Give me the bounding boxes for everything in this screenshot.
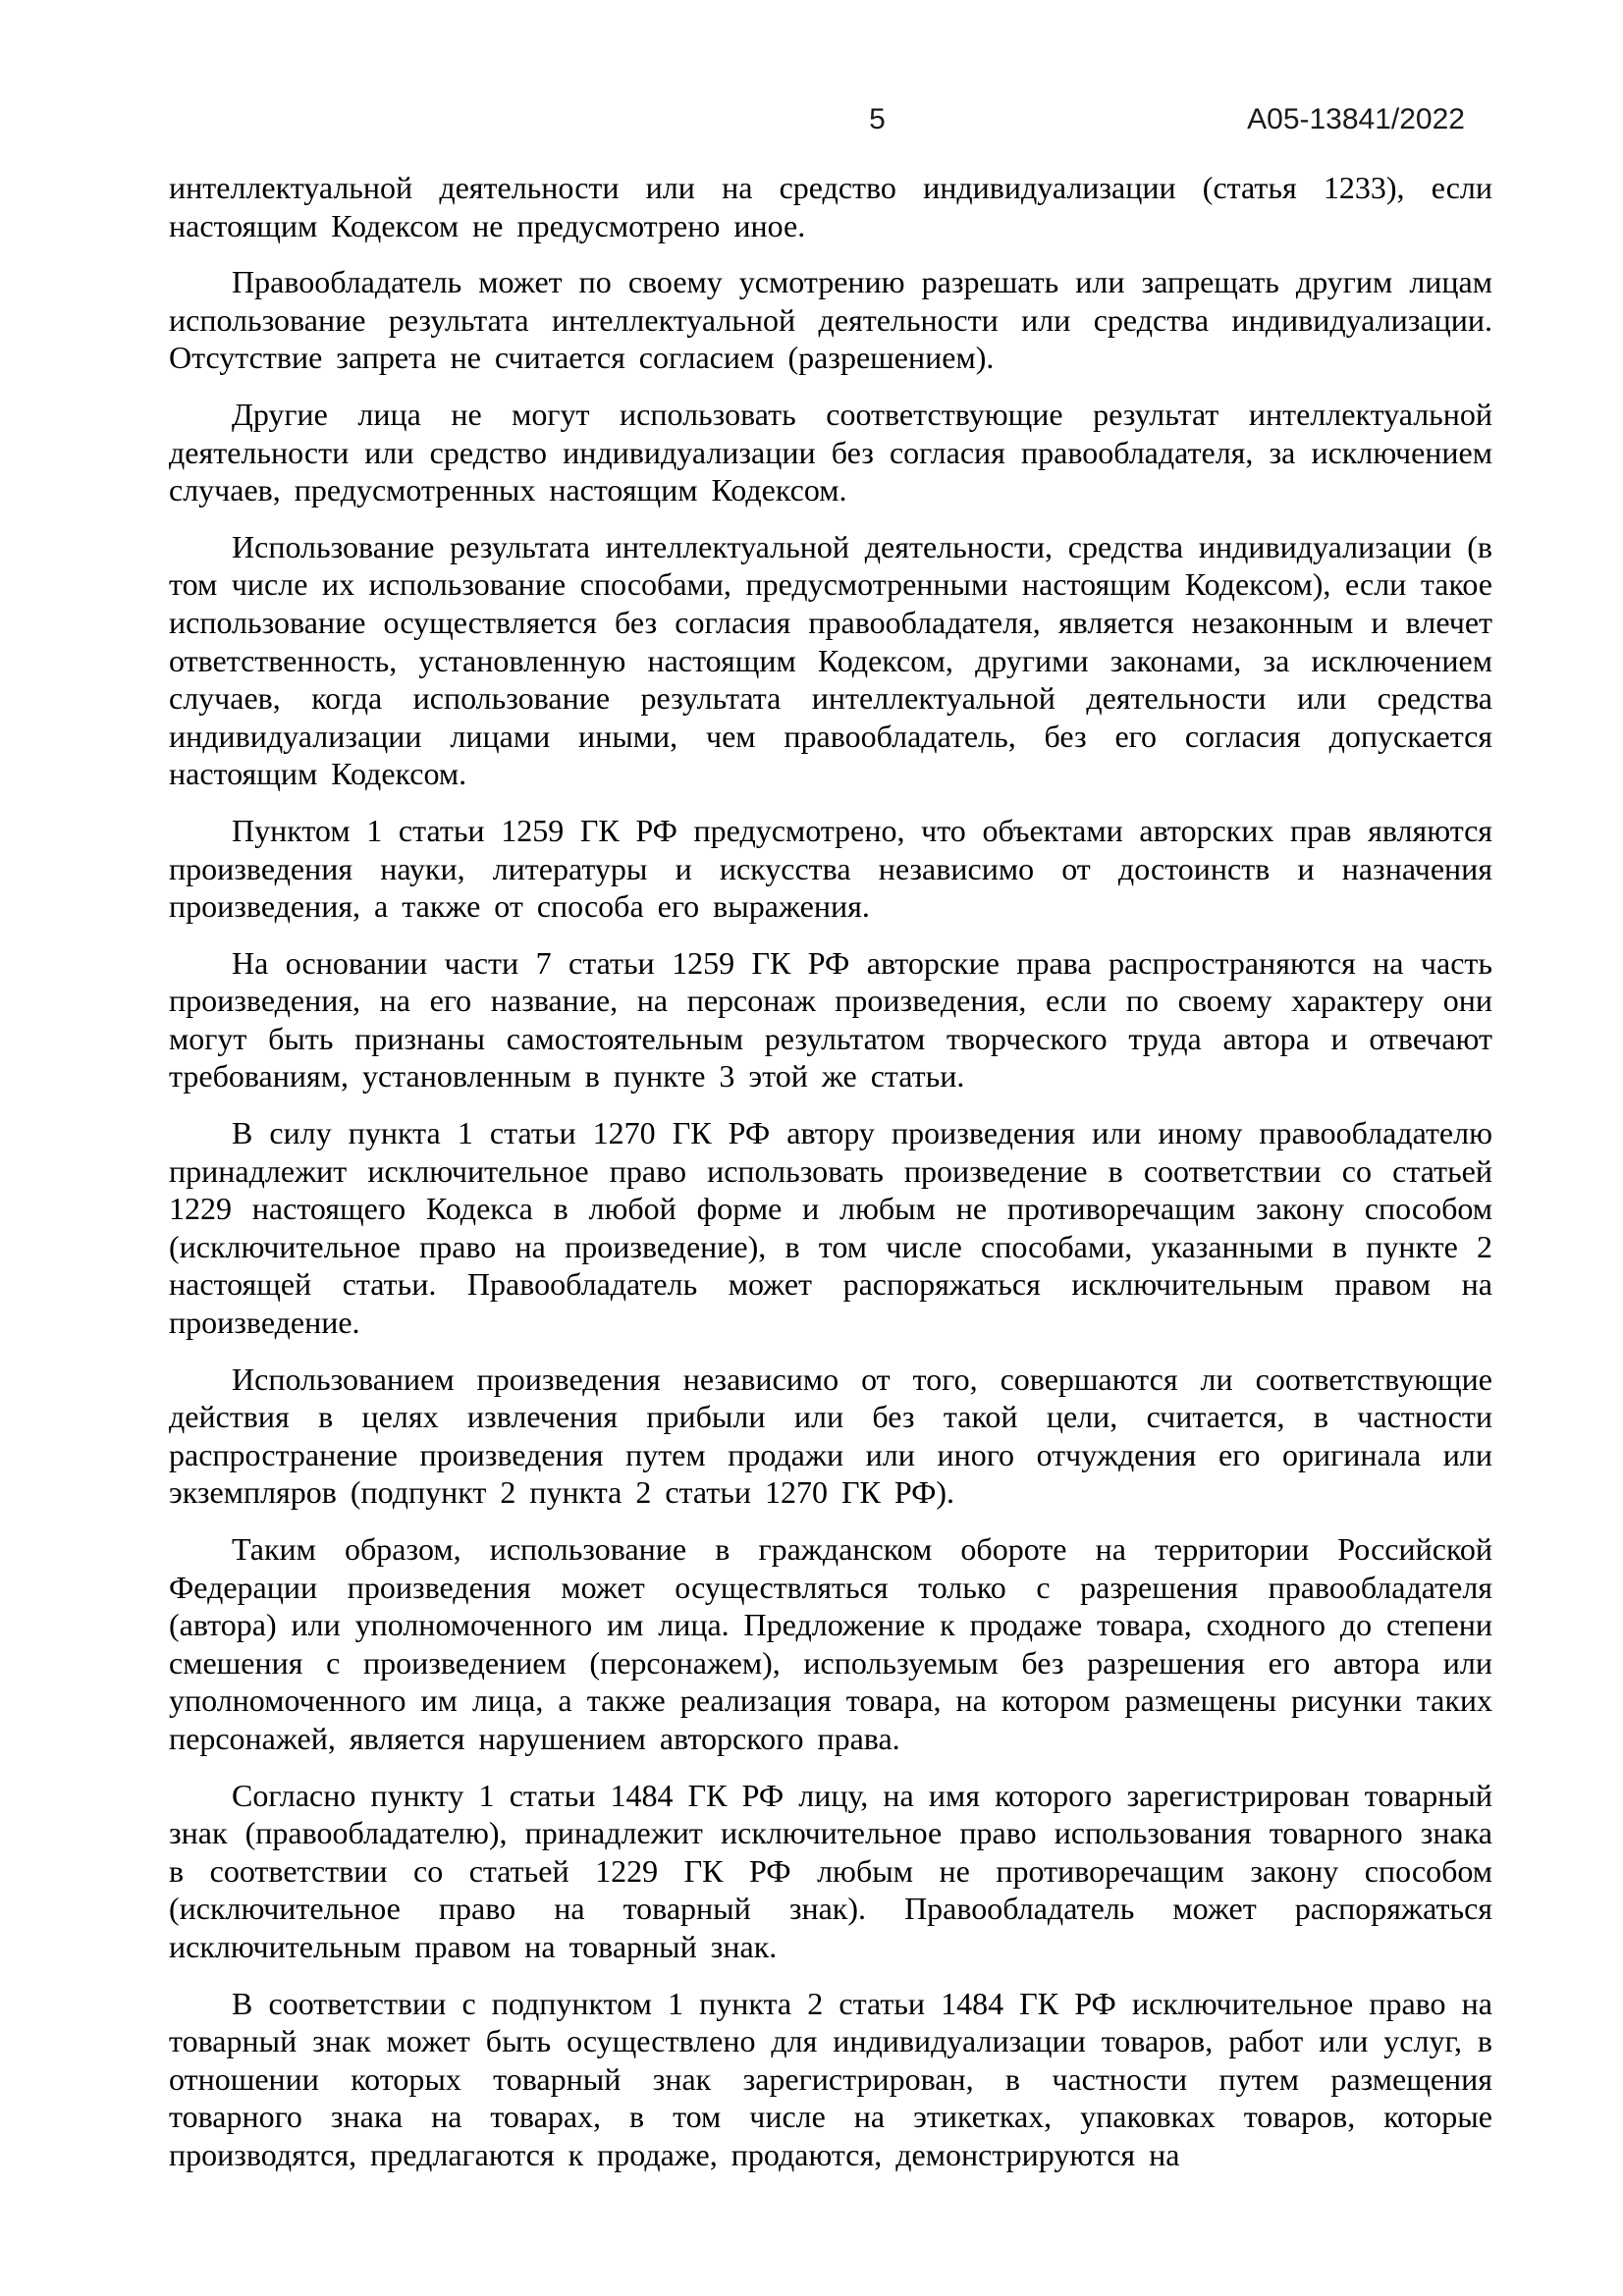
paragraph: интеллектуальной деятельности или на средство индивидуализации (статья 1233), если настоящим Кодексом не предусмотрено иное. [169,170,1492,243]
paragraph: Другие лица не могут использовать соответствующие результат интеллектуальной деятельности или средство индивидуализации без согласия правообладателя, за исключением случаев, предусмотренных настоящим Кодексом. [169,396,1492,508]
paragraph: Таким образом, использование в гражданском обороте на территории Российской Федерации произведения может осуществляться только с разрешения правообладателя (автора) или уполномоченного им лица. Предложение к продаже товара, сходного до степени смешения с произведением (персонажем), используемым без разрешения его автора или уполномоченного им лица, а также реализация товара, на котором размещены рисунки таких персонажей, является нарушением авторского права. [169,1531,1492,1756]
paragraph: В соответствии с подпунктом 1 пункта 2 статьи 1484 ГК РФ исключительное право на товарный знак может быть осуществлено для индивидуализации товаров, работ или услуг, в отношении которых товарный знак зарегистрирован, в частности путем размещения товарного знака на товарах, в том числе на этикетках, упаковках товаров, которые производятся, предлагаются к продаже, продаются, демонстрируются на [169,1985,1492,2172]
paragraph: В силу пункта 1 статьи 1270 ГК РФ автору произведения или иному правообладателю принадлежит исключительное право использовать произведение в соответствии со статьей 1229 настоящего Кодекса в любой форме и любым не противоречащим закону способом (исключительное право на произведение), в том числе способами, указанными в пункте 2 настоящей статьи. Правообладатель может распоряжаться исключительным правом на произведение. [169,1115,1492,1341]
paragraph: Использование результата интеллектуальной деятельности, средства индивидуализации (в том числе их использование способами, предусмотренными настоящим Кодексом), если такое использование осуществляется без согласия правообладателя, является незаконным и влечет ответственность, установленную настоящим Кодексом, другими законами, за исключением случаев, когда использование результата интеллектуальной деятельности или средства индивидуализации лицами иными, чем правообладатель, без его согласия допускается настоящим Кодексом. [169,528,1492,792]
paragraph: Правообладатель может по своему усмотрению разрешать или запрещать другим лицам использование результата интеллектуальной деятельности или средства индивидуализации. Отсутствие запрета не считается согласием (разрешением). [169,264,1492,376]
page-header [169,102,1492,141]
paragraph: Согласно пункту 1 статьи 1484 ГК РФ лицу, на имя которого зарегистрирован товарный знак (правообладателю), принадлежит исключительное право использования товарного знака в соответствии со статьей 1229 ГК РФ любым не противоречащим закону способом (исключительное право на товарный знак). Правообладатель может распоряжаться исключительным правом на товарный знак. [169,1777,1492,1964]
paragraph: Пунктом 1 статьи 1259 ГК РФ предусмотрено, что объектами авторских прав являются произведения науки, литературы и искусства независимо от достоинств и назначения произведения, а также от способа его выражения. [169,812,1492,925]
paragraph: На основании части 7 статьи 1259 ГК РФ авторские права распространяются на часть произведения, на его название, на персонаж произведения, если по своему характеру они могут быть признаны самостоятельным результатом творческого труда автора и отвечают требованиям, установленным в пункте 3 этой же статьи. [169,944,1492,1095]
case-number: А05-13841/2022 [1247,103,1465,135]
document-body [169,169,1492,2193]
paragraph: Использованием произведения независимо от того, совершаются ли соответствующие действия в целях извлечения прибыли или без такой цели, считается, в частности распространение произведения путем продажи или иного отчуждения его оригинала или экземпляров (подпункт 2 пункта 2 статьи 1270 ГК РФ). [169,1361,1492,1511]
page-number: 5 [869,103,886,135]
